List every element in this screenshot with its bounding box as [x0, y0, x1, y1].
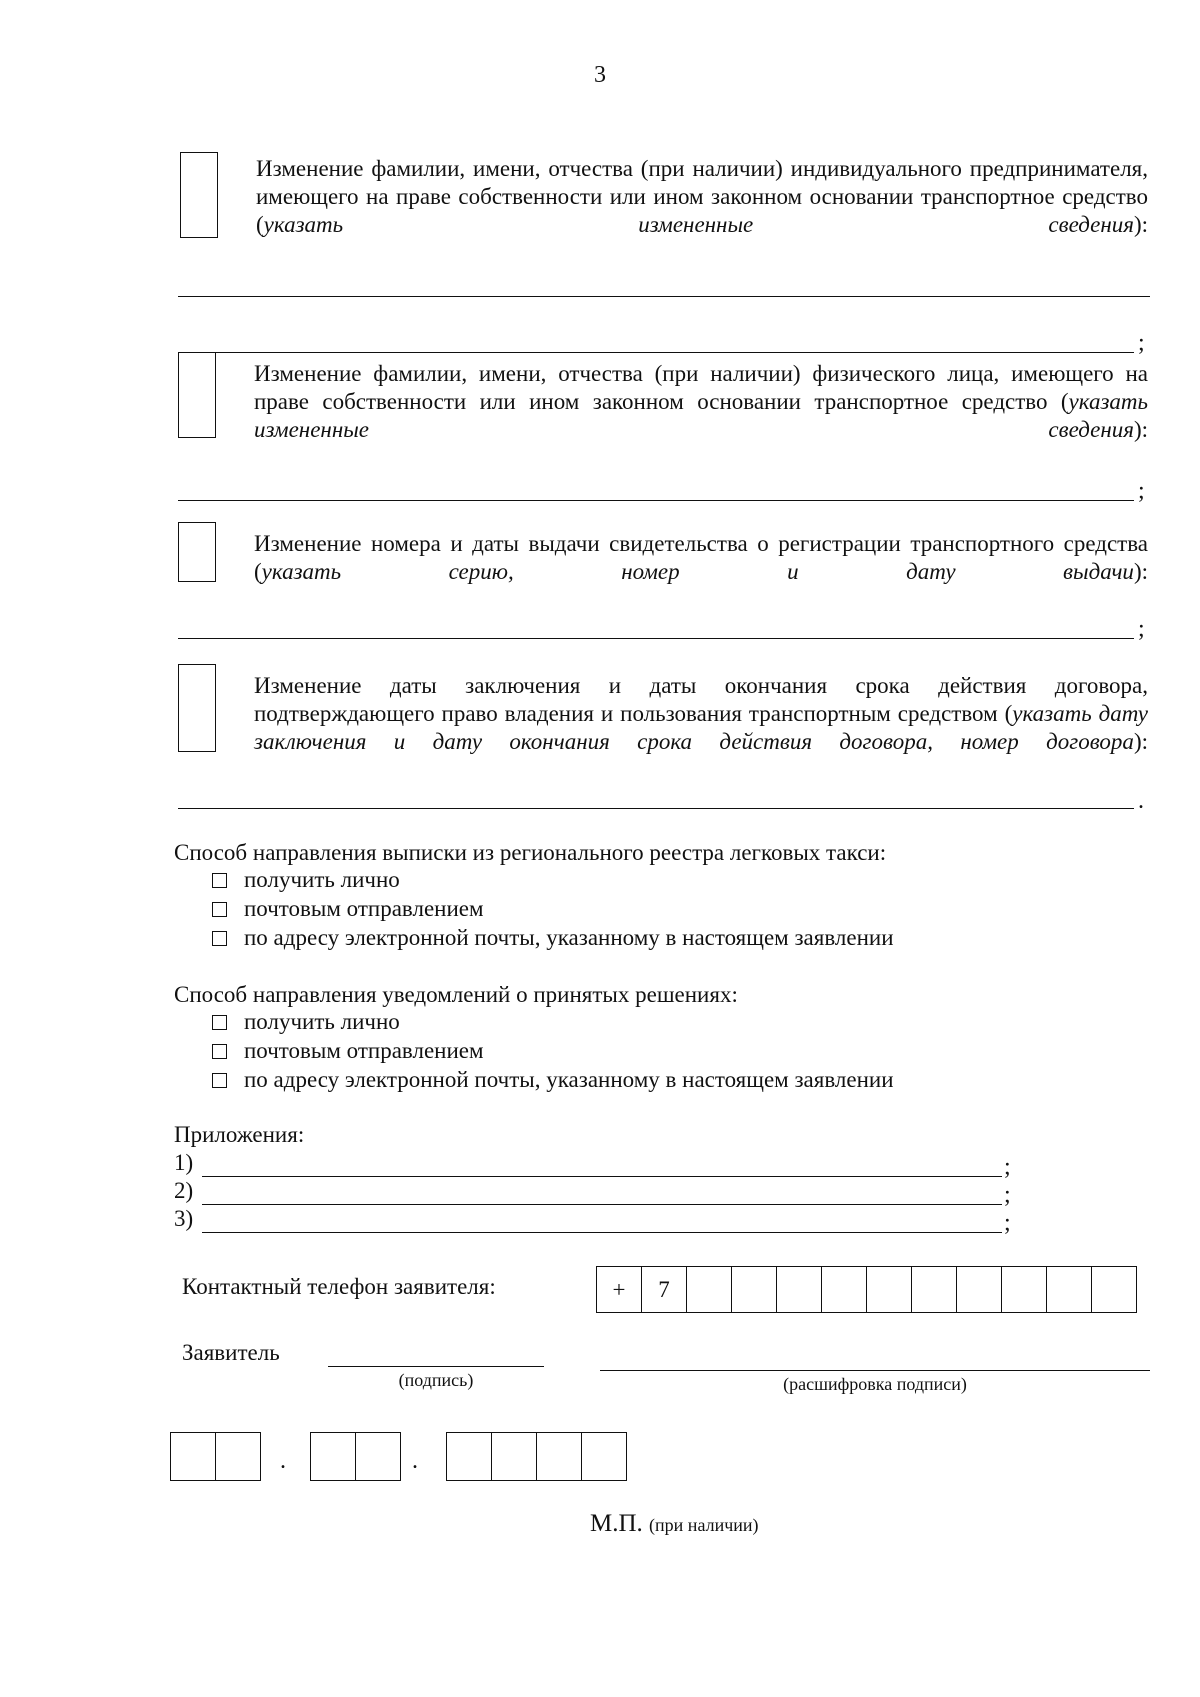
- attachment-number-3: 3): [174, 1206, 194, 1231]
- checkbox-icon[interactable]: [212, 902, 227, 917]
- date-digit-cell[interactable]: [311, 1433, 356, 1480]
- signature-decoding-caption: (расшифровка подписи): [783, 1374, 967, 1394]
- notification-option-personal[interactable]: получить лично: [212, 1008, 400, 1036]
- date-digit-cell[interactable]: [356, 1433, 401, 1480]
- checkbox-icon[interactable]: [212, 1073, 227, 1088]
- attachment-punct-2: ;: [1004, 1182, 1011, 1208]
- attachment-line-1[interactable]: [202, 1176, 1002, 1177]
- option-1-end-punct: ;: [1138, 330, 1145, 356]
- option-4-fill-line[interactable]: [178, 808, 1134, 809]
- date-month-input[interactable]: [310, 1432, 401, 1481]
- date-separator: .: [412, 1448, 418, 1474]
- option-4-text: Изменение даты заключения и даты окончания срока действия договора, подтверждающего право владения и пользования транспортным средством (указать дату заключения и дату окончания срока действия договора, номер договора):: [254, 673, 1148, 754]
- phone-digit-cell[interactable]: [1002, 1267, 1047, 1312]
- phone-digit-cell[interactable]: [912, 1267, 957, 1312]
- attachment-number-1: 1): [174, 1150, 194, 1175]
- phone-label: Контактный телефон заявителя:: [182, 1274, 496, 1299]
- date-digit-cell[interactable]: [447, 1433, 492, 1480]
- phone-digit-cell[interactable]: [1047, 1267, 1092, 1312]
- checkbox-icon[interactable]: [212, 931, 227, 946]
- phone-digit-cell[interactable]: [1092, 1267, 1137, 1312]
- date-digit-cell[interactable]: [582, 1433, 627, 1480]
- extract-option-email[interactable]: по адресу электронной почты, указанному в настоящем заявлении: [212, 924, 894, 952]
- option-2-end-punct: ;: [1138, 478, 1145, 504]
- attachment-line-3[interactable]: [202, 1232, 1002, 1233]
- option-3-fill-line[interactable]: [178, 638, 1134, 639]
- date-digit-cell[interactable]: [216, 1433, 261, 1480]
- option-1-text: Изменение фамилии, имени, отчества (при наличии) индивидуального предпринимателя, имеющего на праве собственности или ином законном основании транспортное средство (указать измененные сведения):: [256, 156, 1148, 237]
- option-3-text: Изменение номера и даты выдачи свидетельства о регистрации транспортного средства (указать серию, номер и дату выдачи):: [254, 531, 1148, 584]
- option-2-text: Изменение фамилии, имени, отчества (при наличии) физического лица, имеющего на праве собственности или ином законном основании транспортное средство (указать измененные сведения):: [254, 361, 1148, 442]
- extract-delivery-label: Способ направления выписки из регионального реестра легковых такси:: [174, 840, 887, 865]
- stamp-note: (при наличии): [649, 1515, 759, 1535]
- stamp-label: М.П. (при наличии): [590, 1510, 759, 1537]
- applicant-label: Заявитель: [182, 1340, 280, 1365]
- extract-option-personal[interactable]: получить лично: [212, 866, 400, 894]
- date-digit-cell[interactable]: [537, 1433, 582, 1480]
- option-2-fill-line[interactable]: [178, 500, 1134, 501]
- option-3-checkbox[interactable]: [178, 522, 216, 582]
- date-day-input[interactable]: [170, 1432, 261, 1481]
- attachment-number-2: 2): [174, 1178, 194, 1203]
- attachments-label: Приложения:: [174, 1122, 305, 1147]
- date-year-input[interactable]: [446, 1432, 627, 1481]
- phone-digit-cell[interactable]: [777, 1267, 822, 1312]
- checkbox-icon[interactable]: [212, 873, 227, 888]
- signature-decoding-line[interactable]: [600, 1370, 1150, 1371]
- option-3-end-punct: ;: [1138, 616, 1145, 642]
- signature-line[interactable]: [328, 1366, 544, 1367]
- notification-option-email[interactable]: по адресу электронной почты, указанному в настоящем заявлении: [212, 1066, 894, 1094]
- signature-caption: (подпись): [398, 1370, 474, 1390]
- phone-digit-cell[interactable]: [732, 1267, 777, 1312]
- option-4-checkbox[interactable]: [178, 664, 216, 752]
- option-1-fill-line-2[interactable]: [178, 352, 1134, 353]
- phone-digit-cell: 7: [642, 1267, 687, 1312]
- page-number: 3: [594, 62, 606, 88]
- attachment-punct-1: ;: [1004, 1154, 1011, 1180]
- extract-option-mail[interactable]: почтовым отправлением: [212, 895, 484, 923]
- checkbox-icon[interactable]: [212, 1015, 227, 1030]
- option-1-fill-line[interactable]: [178, 296, 1150, 297]
- option-1-checkbox[interactable]: [180, 152, 218, 238]
- phone-digit-cell[interactable]: [867, 1267, 912, 1312]
- checkbox-icon[interactable]: [212, 1044, 227, 1059]
- notification-delivery-label: Способ направления уведомлений о принятых решениях:: [174, 982, 738, 1007]
- attachment-line-2[interactable]: [202, 1204, 1002, 1205]
- phone-digit-cell[interactable]: [957, 1267, 1002, 1312]
- phone-digit-cell[interactable]: [687, 1267, 732, 1312]
- option-2-checkbox[interactable]: [178, 352, 216, 438]
- date-digit-cell[interactable]: [171, 1433, 216, 1480]
- phone-digit-cell: +: [597, 1267, 642, 1312]
- attachment-punct-3: ;: [1004, 1210, 1011, 1236]
- date-digit-cell[interactable]: [492, 1433, 537, 1480]
- date-separator: .: [280, 1448, 286, 1474]
- phone-digit-cell[interactable]: [822, 1267, 867, 1312]
- phone-input[interactable]: [596, 1266, 1137, 1313]
- option-4-end-punct: .: [1138, 788, 1144, 814]
- notification-option-mail[interactable]: почтовым отправлением: [212, 1037, 484, 1065]
